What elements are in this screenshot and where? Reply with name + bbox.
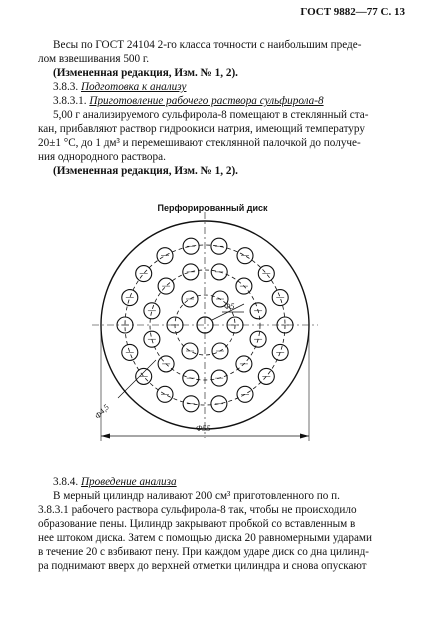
text-line: ния однородного раствора. [38,151,166,163]
subsection-heading [53,94,324,108]
text-line: в течение 20 с взбивают пену. При каждом ударе диск со дна цилинд- [38,546,370,558]
text-line: В мерный цилиндр наливают 200 см³ приготовленного по п. [53,490,340,502]
pitch-leader-line [118,360,156,398]
figure-caption: Перфорированный диск [157,203,268,213]
amendment-note: (Измененная редакция, Изм. № 1, 2). [53,67,238,79]
section-number: 3.8.4. [53,476,79,488]
text-line: Весы по ГОСТ 24104 2-го класса точности с наибольшим преде- [53,39,362,51]
text-line: 3.8.3.1 рабочего раствора сульфирола-8 так, чтобы не происходило [38,504,357,516]
section-number: 3.8.3. [53,81,79,93]
section-number: 3.8.3.1. [53,95,87,107]
section-title: Проведение анализа [80,476,177,488]
outer-diameter-label: Ф55 [196,424,211,433]
text-line: кан, прибавляют раствор гидроокиси натрия, имеющий температуру [38,123,365,135]
text-line: ра поднимают вверх до верхней отметки цилиндра и снова опускают [38,560,367,572]
pitch-diameter-label: Ф4,5 [92,402,111,421]
text-line: лом взвешивания 500 г. [38,53,150,65]
dim-arrow-right [300,434,309,439]
page-header: ГОСТ 9882—77 С. 13 [300,6,405,18]
text-line: 20±1 °С, до 1 дм³ и перемешивают стеклянной палочкой до получе- [38,137,361,149]
text-line: образование пены. Цилиндр закрывают пробкой со вставленным в [38,518,356,530]
text-line: 5,00 г анализируемого сульфирола-8 помещают в стеклянный ста- [53,109,369,121]
section-title: Приготовление рабочего раствора сульфирола-8 [89,95,324,107]
perforated-disc-drawing [0,200,425,460]
section-heading [53,475,177,489]
hole-diameter-label: Ф5 [224,302,235,311]
section-heading [53,80,186,94]
text-line: нее штоком диска. Затем с помощью диска 20 равномерными ударами [38,532,372,544]
amendment-note: (Измененная редакция, Изм. № 1, 2). [53,165,238,177]
dim-arrow-left [101,434,110,439]
section-title: Подготовка к анализу [80,81,187,93]
